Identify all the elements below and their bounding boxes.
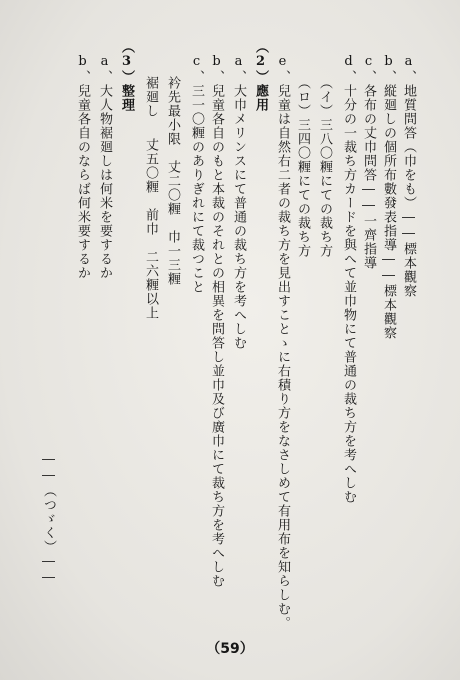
text-column: c、各布の丈巾問答――一齊指導 (361, 54, 376, 270)
text-column: d、十分の一裁ち方カードを與へて並巾物にて普通の裁ち方を考へしむ (341, 54, 356, 504)
text-column: a、大人物裾廻しは何米を要するか (97, 54, 112, 280)
text-column: b、縦廻しの個所布數發表指導――標本觀察 (381, 54, 396, 340)
text-column: （イ）三八〇糎にての裁ち方 (317, 76, 332, 258)
text-column: 丈五〇糎 前巾 二六糎以上 (143, 138, 158, 320)
continued-note: ――（つゞく）―― (41, 452, 56, 586)
section-heading: （2）應用 (253, 40, 268, 112)
text-column: a、地質問答（巾をも）――標本觀察 (401, 54, 416, 298)
text-column: 裾廻し (143, 76, 158, 118)
text-column: 衿先最小限 丈二〇糎 巾一三糎 (165, 76, 180, 286)
text-column: c、三一〇糎のありぎれにて裁つこと (189, 54, 204, 294)
text-column: （ロ）三四〇糎にての裁ち方 (295, 76, 310, 258)
text-column: b、兒童各自のならば何米要するか (75, 54, 90, 280)
text-column: a、大巾メリンスにて普通の裁ち方を考へしむ (231, 54, 246, 350)
page-number: （59） (206, 641, 254, 657)
text-column: b、兒童各自のもと本裁のそれとの相異を問答し並巾及び廣巾にて裁ち方を考へしむ (209, 54, 224, 588)
text-column: e、兒童は自然右二者の裁ち方を見出すことゝに右積り方をなさしめて有用布を知らしむ。 (275, 54, 290, 630)
section-heading: （3）整理 (119, 40, 134, 112)
